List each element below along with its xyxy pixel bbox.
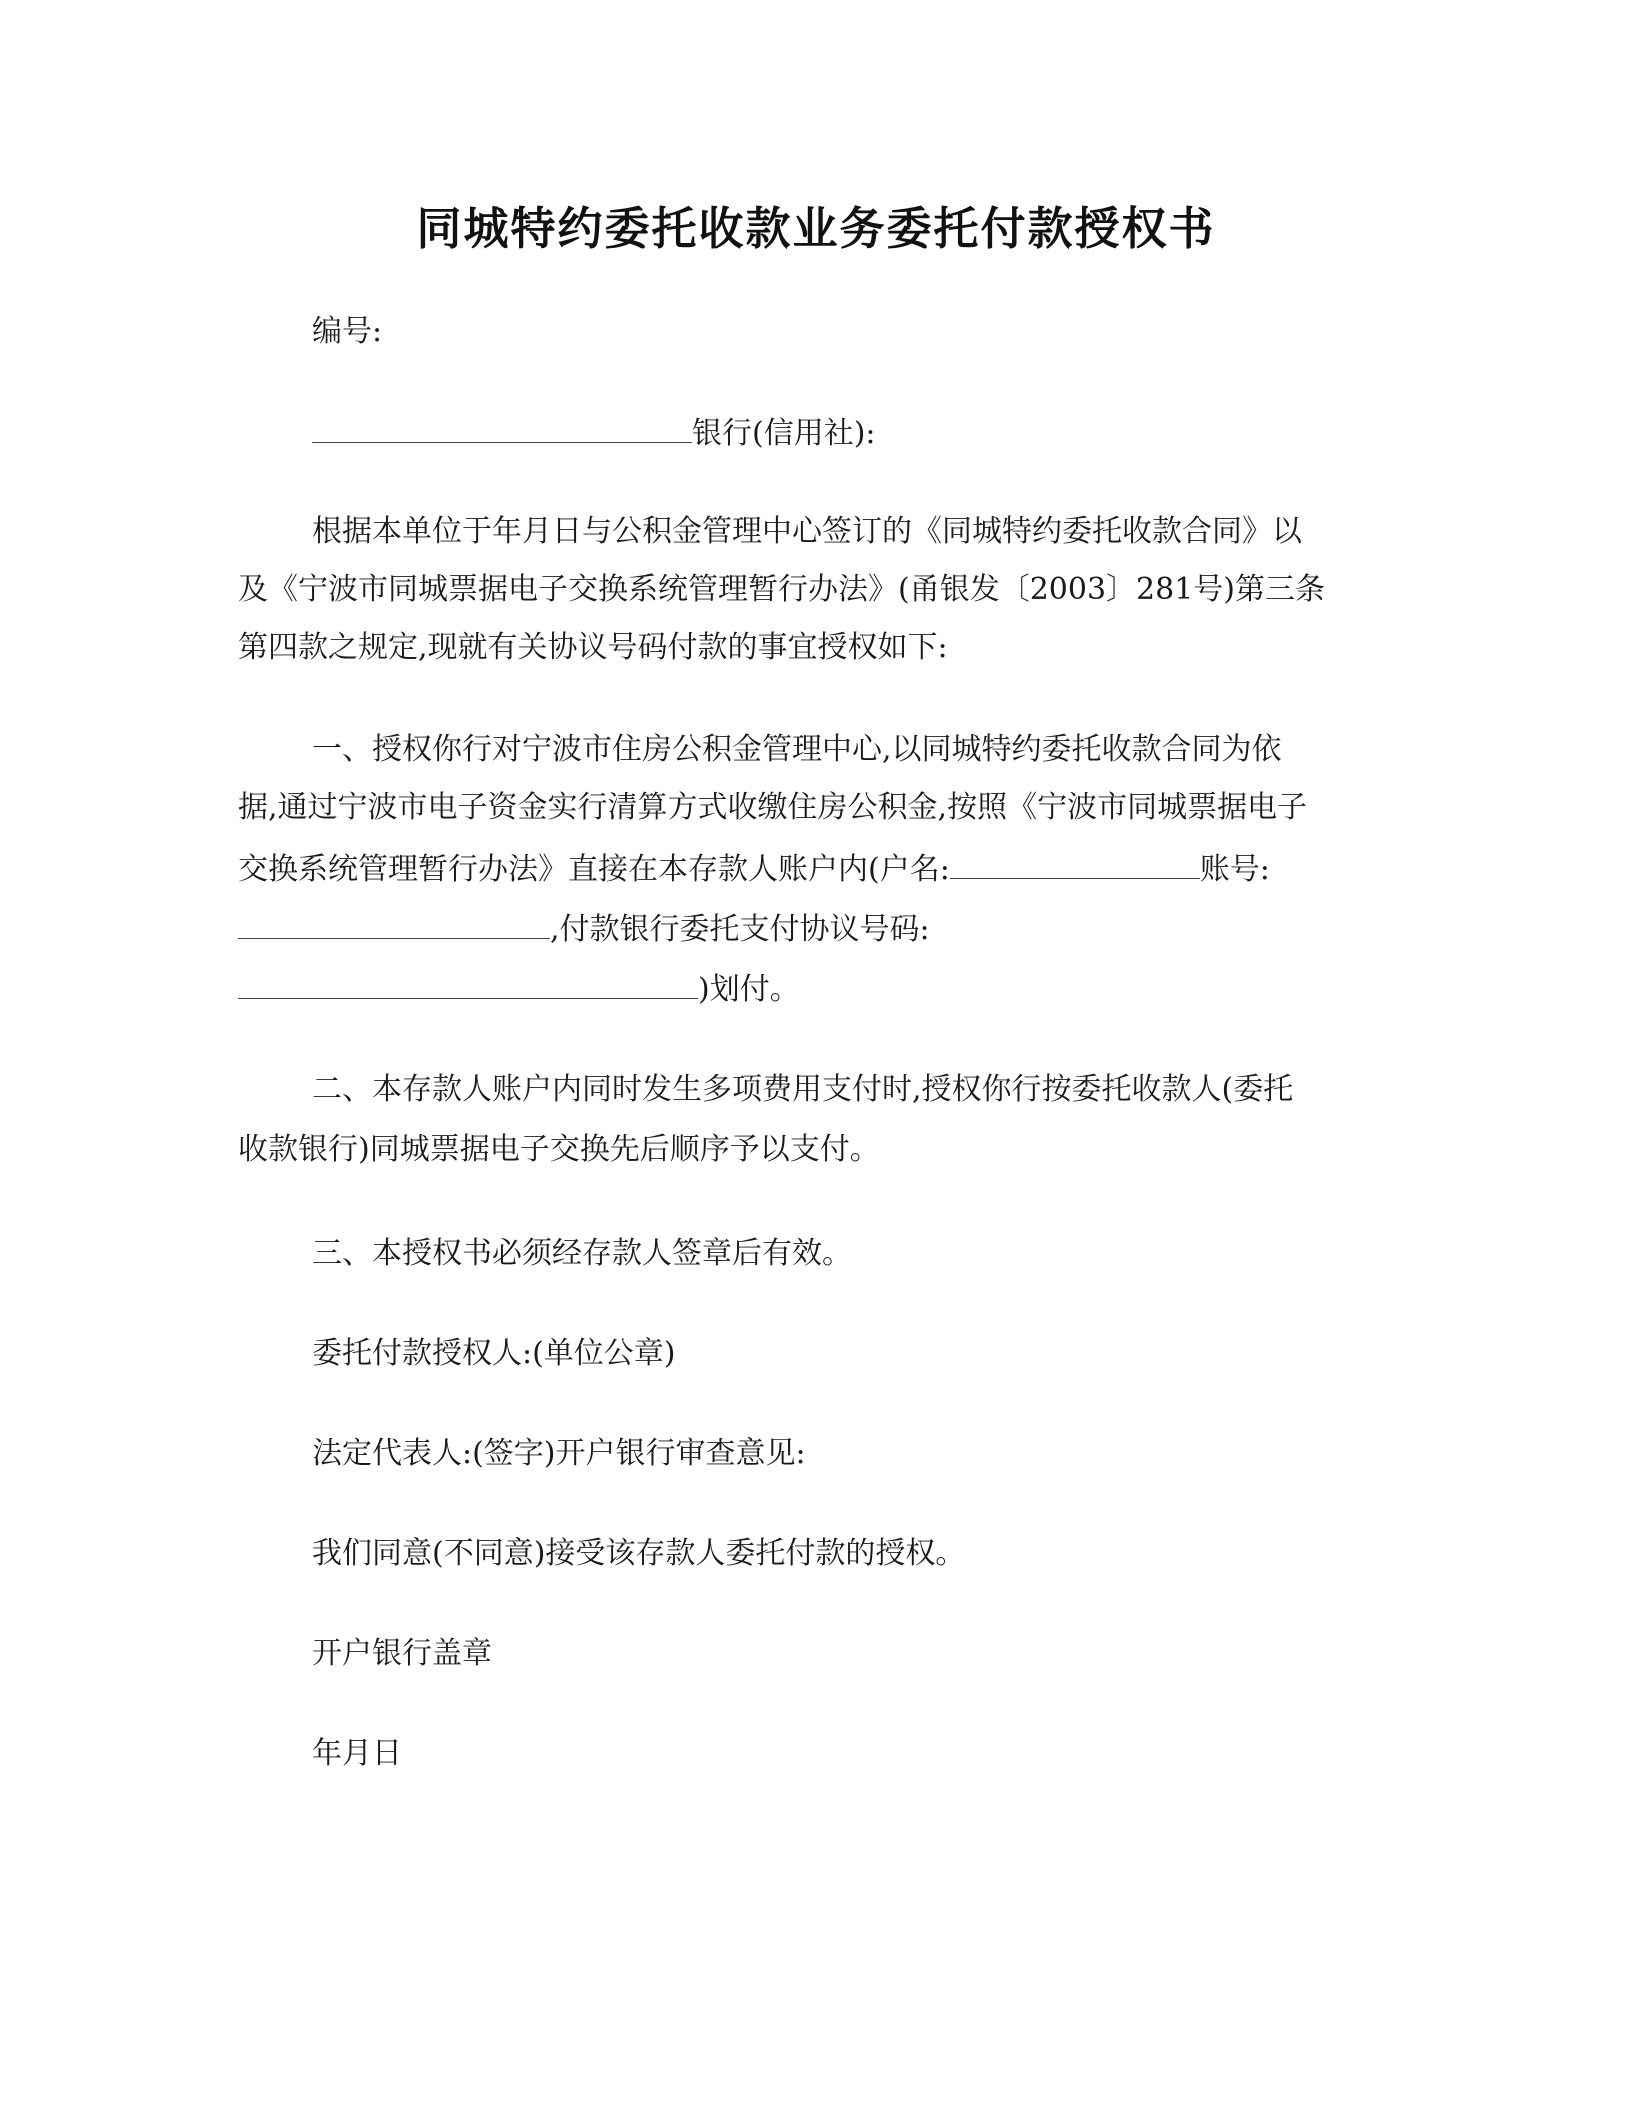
clause1-agreement-label: ,付款银行委托支付协议号码: — [550, 912, 930, 947]
clause2-line-2: 收款银行)同城票据电子交换先后顺序予以支付。 — [238, 1132, 880, 1167]
clause1-account-number-label: 账号: — [1199, 852, 1270, 887]
bank-addressee-line — [312, 412, 876, 454]
clause1-account-name-label: 交换系统管理暂行办法》直接在本存款人账户内(户名: — [238, 852, 950, 887]
clause3: 三、本授权书必须经存款人签章后有效。 — [312, 1236, 852, 1271]
bank-consent-line: 我们同意(不同意)接受该存款人委托付款的授权。 — [312, 1536, 966, 1571]
intro-line-2: 及《宁波市同城票据电子交换系统管理暂行办法》(甬银发〔2003〕281号)第三条 — [238, 572, 1326, 607]
clause1-line-4 — [238, 908, 930, 950]
date-line: 年月日 — [312, 1736, 402, 1771]
intro-line-1: 根据本单位于年月日与公积金管理中心签订的《同城特约委托收款合同》以 — [312, 514, 1302, 549]
clause1-line-3 — [238, 848, 1270, 890]
document-title: 同城特约委托收款业务委托付款授权书 — [416, 202, 1216, 255]
bank-addressee-suffix: 银行(信用社): — [692, 416, 876, 451]
clause2-line-1: 二、本存款人账户内同时发生多项费用支付时,授权你行按委托收款人(委托 — [312, 1072, 1294, 1107]
authorizer-line: 委托付款授权人:(单位公章) — [312, 1336, 676, 1371]
clause1-line-1: 一、授权你行对宁波市住房公积金管理中心,以同城特约委托收款合同为依 — [312, 732, 1282, 767]
account-number-blank[interactable] — [238, 908, 550, 939]
serial-number-label: 编号: — [312, 314, 383, 349]
intro-line-3: 第四款之规定,现就有关协议号码付款的事宜授权如下: — [238, 630, 948, 665]
agreement-number-blank[interactable] — [238, 968, 698, 999]
bank-seal-line: 开户银行盖章 — [312, 1636, 492, 1671]
clause1-line-2: 据,通过宁波市电子资金实行清算方式收缴住房公积金,按照《宁波市同城票据电子 — [238, 790, 1308, 825]
clause1-closing: )划付。 — [698, 972, 800, 1007]
clause1-line-5 — [238, 968, 800, 1010]
account-name-blank[interactable] — [950, 848, 1200, 879]
legal-representative-line: 法定代表人:(签字)开户银行审查意见: — [312, 1436, 806, 1471]
bank-name-blank[interactable] — [312, 412, 692, 443]
